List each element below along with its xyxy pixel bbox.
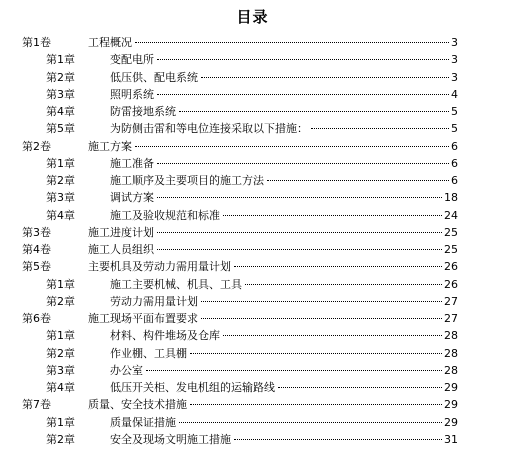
toc-dot-leader <box>223 215 442 216</box>
toc-chapter-entry[interactable] <box>0 327 505 344</box>
toc-entry-title: 施工进度计划 <box>88 225 154 239</box>
toc-entry-line <box>110 345 458 362</box>
toc-dot-leader <box>201 301 442 302</box>
toc-entry-number: 第1章 <box>46 329 75 343</box>
toc-entry-number: 第2章 <box>46 432 75 446</box>
toc-entry-title: 施工现场平面布置要求 <box>88 312 198 325</box>
toc-entry-number: 第1章 <box>46 415 75 429</box>
toc-dot-leader <box>157 197 442 198</box>
toc-volume-entry[interactable] <box>0 310 505 327</box>
toc-entry-page-number: 5 <box>451 122 458 136</box>
toc-dot-leader <box>157 94 449 95</box>
toc-entry-page-number: 3 <box>451 53 458 67</box>
toc-entry-number: 第3章 <box>46 191 75 205</box>
toc-entry-title: 施工顺序及主要项目的施工方法 <box>110 174 264 187</box>
toc-chapter-entry[interactable] <box>0 362 505 379</box>
toc-entry-title: 变配电所 <box>110 53 154 67</box>
toc-dot-leader <box>135 42 449 43</box>
toc-entry-number: 第4章 <box>46 105 75 118</box>
toc-entry-number: 第1卷 <box>22 36 51 49</box>
toc-entry-number: 第2章 <box>46 346 75 360</box>
toc-entry-page-number: 29 <box>444 398 458 412</box>
toc-chapter-entry[interactable] <box>0 345 505 362</box>
toc-volume-entry[interactable] <box>0 34 505 51</box>
toc-entry-number: 第5章 <box>46 122 75 136</box>
toc-entry-page-number: 6 <box>451 174 458 187</box>
toc-entry-title: 施工主要机械、机具、工具 <box>110 277 242 291</box>
toc-list <box>0 34 505 448</box>
toc-chapter-entry[interactable] <box>0 103 505 120</box>
toc-entry-page-number: 28 <box>444 329 458 343</box>
toc-entry-line <box>110 207 458 224</box>
toc-entry-number: 第3章 <box>46 87 75 101</box>
toc-entry-page-number: 3 <box>451 36 458 49</box>
toc-chapter-entry[interactable] <box>0 431 505 448</box>
toc-dot-leader <box>234 439 442 440</box>
toc-volume-entry[interactable] <box>0 396 505 413</box>
toc-chapter-entry[interactable] <box>0 51 505 68</box>
toc-dot-leader <box>179 111 449 112</box>
toc-title: 目录 <box>236 8 269 26</box>
toc-chapter-entry[interactable] <box>0 155 505 172</box>
toc-entry-line <box>110 431 458 448</box>
toc-dot-leader <box>190 353 442 354</box>
toc-chapter-entry[interactable] <box>0 69 505 86</box>
toc-entry-line <box>110 276 458 293</box>
toc-entry-line <box>110 86 458 103</box>
toc-entry-line <box>88 310 458 327</box>
toc-entry-title: 照明系统 <box>110 87 154 101</box>
toc-entry-title: 为防侧击雷和等电位连接采取以下措施： <box>110 122 308 136</box>
toc-entry-line <box>88 396 458 413</box>
toc-entry-title: 办公室 <box>110 363 143 377</box>
toc-entry-page-number: 31 <box>444 432 458 446</box>
toc-entry-line <box>110 172 458 189</box>
toc-entry-number: 第6卷 <box>22 312 51 325</box>
toc-dot-leader <box>201 318 442 319</box>
toc-entry-number: 第1章 <box>46 156 75 170</box>
toc-entry-number: 第4章 <box>46 208 75 222</box>
toc-dot-leader <box>157 232 442 233</box>
toc-entry-number: 第3章 <box>46 363 75 377</box>
toc-entry-number: 第1章 <box>46 53 75 67</box>
toc-entry-page-number: 24 <box>444 208 458 222</box>
toc-entry-title: 防雷接地系统 <box>110 105 176 118</box>
toc-dot-leader <box>245 284 442 285</box>
toc-entry-title: 低压供、配电系统 <box>110 70 198 84</box>
toc-entry-title: 质量、安全技术措施 <box>88 398 187 412</box>
toc-entry-number: 第3卷 <box>22 225 51 239</box>
toc-entry-page-number: 25 <box>444 243 458 256</box>
toc-entry-page-number: 3 <box>451 70 458 84</box>
toc-entry-title: 施工方案 <box>88 139 132 153</box>
toc-dot-leader <box>190 404 442 405</box>
toc-dot-leader <box>179 422 442 423</box>
toc-entry-page-number: 28 <box>444 363 458 377</box>
toc-entry-page-number: 29 <box>444 415 458 429</box>
toc-entry-title: 安全及现场文明施工措施 <box>110 432 231 446</box>
toc-entry-line <box>110 414 458 431</box>
toc-chapter-entry[interactable] <box>0 379 505 396</box>
toc-entry-page-number: 4 <box>451 87 458 101</box>
toc-volume-entry[interactable] <box>0 241 505 258</box>
toc-entry-title: 作业棚、工具棚 <box>110 346 187 360</box>
toc-entry-page-number: 29 <box>444 381 458 394</box>
toc-entry-page-number: 27 <box>444 312 458 325</box>
toc-chapter-entry[interactable] <box>0 414 505 431</box>
toc-entry-title: 施工及验收规范和标准 <box>110 208 220 222</box>
toc-dot-leader <box>157 59 449 60</box>
toc-entry-number: 第4章 <box>46 381 75 394</box>
toc-entry-page-number: 27 <box>444 294 458 308</box>
toc-volume-entry[interactable] <box>0 138 505 155</box>
toc-entry-number: 第4卷 <box>22 243 51 256</box>
toc-entry-line <box>110 189 458 206</box>
toc-entry-page-number: 26 <box>444 277 458 291</box>
toc-dot-leader <box>157 249 442 250</box>
toc-entry-line <box>88 34 458 51</box>
toc-dot-leader <box>157 163 449 164</box>
toc-entry-line <box>110 362 458 379</box>
toc-entry-number: 第2卷 <box>22 139 51 153</box>
toc-entry-page-number: 5 <box>451 105 458 118</box>
toc-volume-entry[interactable] <box>0 224 505 241</box>
toc-dot-leader <box>278 387 442 388</box>
toc-dot-leader <box>234 266 442 267</box>
toc-entry-title: 调试方案 <box>110 191 154 205</box>
toc-entry-line <box>88 138 458 155</box>
toc-entry-line <box>88 224 458 241</box>
toc-entry-title: 劳动力需用量计划 <box>110 294 198 308</box>
toc-entry-title: 施工人员组织 <box>88 243 154 256</box>
toc-chapter-entry[interactable] <box>0 120 505 137</box>
toc-chapter-entry[interactable] <box>0 86 505 103</box>
toc-entry-line <box>110 103 458 120</box>
toc-dot-leader <box>146 370 442 371</box>
toc-entry-number: 第2章 <box>46 294 75 308</box>
toc-entry-title: 工程概况 <box>88 36 132 49</box>
toc-entry-line <box>110 69 458 86</box>
toc-dot-leader <box>201 77 449 78</box>
toc-chapter-entry[interactable] <box>0 276 505 293</box>
toc-entry-title: 低压开关柜、发电机组的运输路线 <box>110 381 275 394</box>
toc-entry-number: 第1章 <box>46 277 75 291</box>
toc-entry-line <box>110 51 458 68</box>
toc-entry-number: 第5卷 <box>22 260 51 274</box>
toc-dot-leader <box>135 146 449 147</box>
toc-entry-number: 第7卷 <box>22 398 51 412</box>
toc-entry-line <box>88 241 458 258</box>
toc-dot-leader <box>223 335 442 336</box>
toc-chapter-entry[interactable] <box>0 172 505 189</box>
toc-dot-leader <box>311 128 449 129</box>
toc-chapter-entry[interactable] <box>0 207 505 224</box>
toc-volume-entry[interactable] <box>0 258 505 275</box>
toc-entry-line <box>110 327 458 344</box>
toc-chapter-entry[interactable] <box>0 293 505 310</box>
toc-entry-title: 主要机具及劳动力需用量计划 <box>88 260 231 274</box>
toc-entry-title: 质量保证措施 <box>110 415 176 429</box>
toc-entry-title: 施工准备 <box>110 156 154 170</box>
toc-chapter-entry[interactable] <box>0 189 505 206</box>
toc-entry-page-number: 25 <box>444 225 458 239</box>
toc-entry-title: 材料、构件堆场及仓库 <box>110 329 220 343</box>
toc-entry-page-number: 26 <box>444 260 458 274</box>
toc-entry-line <box>110 155 458 172</box>
toc-entry-page-number: 6 <box>451 139 458 153</box>
toc-entry-line <box>110 293 458 310</box>
toc-entry-number: 第2章 <box>46 70 75 84</box>
toc-entry-page-number: 18 <box>444 191 458 205</box>
toc-entry-page-number: 28 <box>444 346 458 360</box>
toc-dot-leader <box>267 180 449 181</box>
toc-entry-line <box>110 120 458 137</box>
toc-entry-line <box>88 258 458 275</box>
toc-entry-line <box>110 379 458 396</box>
toc-entry-page-number: 6 <box>451 156 458 170</box>
toc-entry-number: 第2章 <box>46 174 75 187</box>
